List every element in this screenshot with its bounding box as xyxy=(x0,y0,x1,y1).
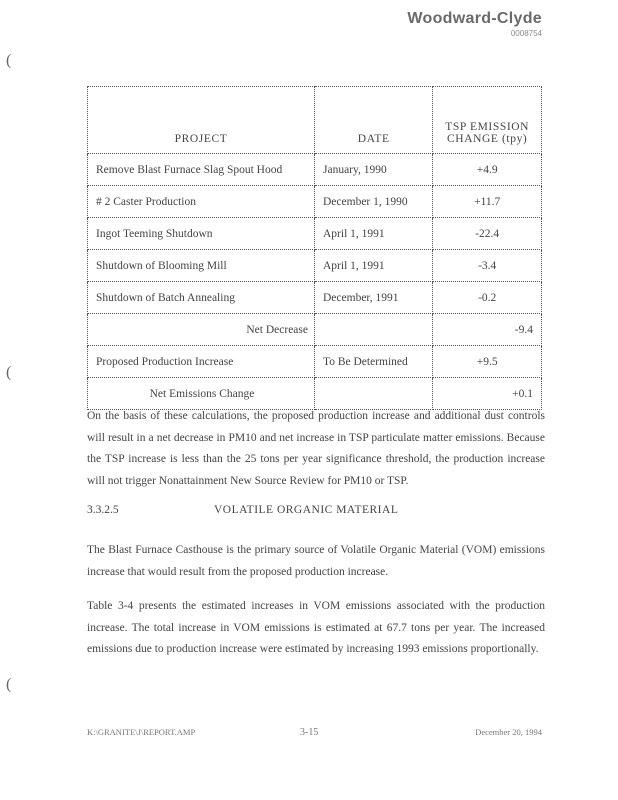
net-change-label: Net Emissions Change xyxy=(88,378,315,410)
net-change-row xyxy=(88,378,542,410)
net-decrease-empty-cell xyxy=(315,314,433,346)
cell-change: -3.4 xyxy=(433,250,542,282)
cell-change: +4.9 xyxy=(433,154,542,186)
cell-project: Shutdown of Blooming Mill xyxy=(88,250,315,282)
column-header-tsp xyxy=(433,87,542,154)
section-title: VOLATILE ORGANIC MATERIAL xyxy=(214,504,399,516)
cell-project: Ingot Teeming Shutdown xyxy=(88,218,315,250)
section-number: 3.3.2.5 xyxy=(87,504,119,516)
cell-change: +11.7 xyxy=(433,186,542,218)
net-decrease-value: -9.4 xyxy=(433,314,542,346)
cell-change: -22.4 xyxy=(433,218,542,250)
cell-change: +9.5 xyxy=(433,346,542,378)
cell-date: To Be Determined xyxy=(315,346,433,378)
tsp-emission-table xyxy=(87,86,542,410)
paragraph-vom-estimate: Table 3-4 presents the estimated increases in VOM emissions associated with the production increase. The total increase in VOM emissions is estimated at 67.7 tons per year. The increased emissions due to production increase were estimated by increasing 1993 emissions proportionally. xyxy=(87,600,545,655)
cell-date: December, 1991 xyxy=(315,282,433,314)
table-row xyxy=(88,282,542,314)
table-header-row xyxy=(88,87,542,154)
paragraph-calculation-result: On the basis of these calculations, the proposed production increase and additional dust controls will result in a net decrease in PM10 and net increase in TSP particulate matter emissions. Because the TSP increase is less than the 25 tons per year significance threshold, the production increase will not trigger Nonattainment New Source Review for PM10 or TSP. xyxy=(87,410,545,487)
cell-date: April 1, 1991 xyxy=(315,218,433,250)
cell-change: -0.2 xyxy=(433,282,542,314)
cell-date: December 1, 1990 xyxy=(315,186,433,218)
cell-date: January, 1990 xyxy=(315,154,433,186)
net-change-empty-cell xyxy=(315,378,433,410)
cell-project: # 2 Caster Production xyxy=(88,186,315,218)
cell-project: Remove Blast Furnace Slag Spout Hood xyxy=(88,154,315,186)
document-code: 0008754 xyxy=(510,29,542,38)
net-change-value: +0.1 xyxy=(433,378,542,410)
cell-date: April 1, 1991 xyxy=(315,250,433,282)
table-row xyxy=(88,186,542,218)
table-row xyxy=(88,218,542,250)
margin-mark-middle: ( xyxy=(6,364,12,381)
margin-mark-top: ( xyxy=(6,52,12,69)
net-decrease-label: Net Decrease xyxy=(88,314,315,346)
table-row xyxy=(88,154,542,186)
column-header-tsp-line2: CHANGE (tpy) xyxy=(447,133,528,145)
column-header-date: DATE xyxy=(315,87,433,154)
cell-project: Shutdown of Batch Annealing xyxy=(88,282,315,314)
table-row xyxy=(88,250,542,282)
footer-page-number: 3-15 xyxy=(300,727,319,738)
proposed-row xyxy=(88,346,542,378)
column-header-project: PROJECT xyxy=(88,87,315,154)
cell-project: Proposed Production Increase xyxy=(88,346,315,378)
footer-date: December 20, 1994 xyxy=(475,727,542,737)
paragraph-vom-source: The Blast Furnace Casthouse is the primary source of Volatile Organic Material (VOM) emissions increase that would result from the proposed production increase. xyxy=(87,544,545,578)
footer-file-path: K:\GRANITE\J\REPORT.AMP xyxy=(87,727,196,737)
net-decrease-row xyxy=(88,314,542,346)
company-logo-text: Woodward-Clyde xyxy=(407,10,542,27)
column-header-tsp-line1: TSP EMISSION xyxy=(445,121,530,133)
margin-mark-bottom: ( xyxy=(6,676,12,693)
